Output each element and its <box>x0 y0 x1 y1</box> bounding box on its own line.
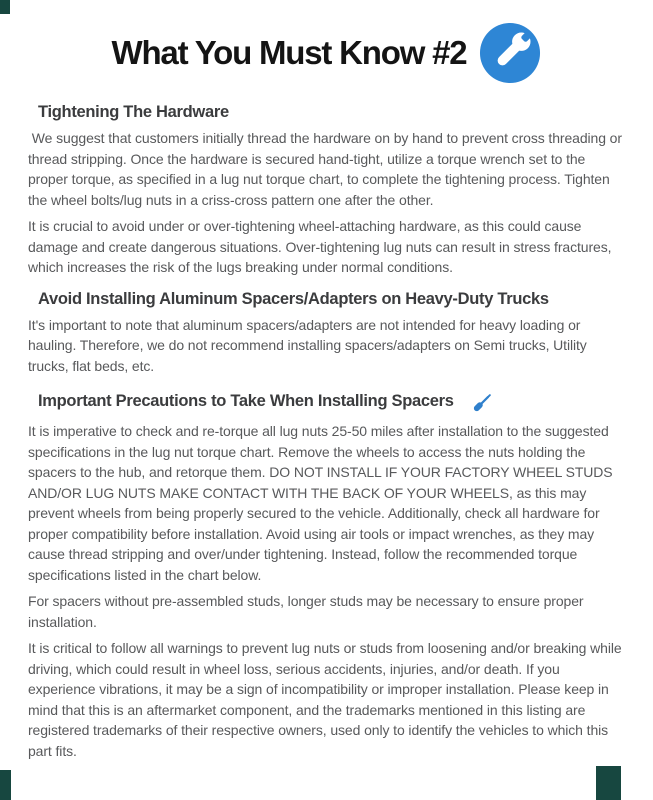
corner-mark-top-left <box>0 0 10 14</box>
section-heading: Tightening The Hardware <box>38 103 229 121</box>
corner-mark-bottom-right <box>596 766 621 800</box>
paragraph: It's important to note that aluminum spacers/adapters are not intended for heavy loading or hauling. Therefore, we do not recommend installing spacers/adapters on Semi trucks, Utility trucks, flat beds, etc. <box>28 316 591 374</box>
section-tightening-hardware <box>28 103 627 278</box>
paragraph: It is imperative to check and re-torque all lug nuts 25-50 miles after installation to the suggested specifications in the lug nut torque chart. Remove the wheels to access the nuts holding the spacers to the hub, and retorque them. DO NOT INSTALL IF YOUR FACTORY WHEEL STUDS AND/OR LUG NUTS MAKE CONTACT WITH THE BACK OF YOUR WHEELS, as this may prevent wheels from being properly secured to the vehicle. Additionally, check all hardware for proper compatibility before installation. Avoid using air tools or impact wrenches, as they may cause thread stripping and over/under tightening. Instead, follow the recommended torque specifications listed in the chart below. <box>28 423 616 583</box>
page-title: What You Must Know #2 <box>111 34 467 71</box>
section-heading-row <box>38 103 627 122</box>
document-body <box>0 103 653 761</box>
wrench-icon <box>479 22 541 84</box>
screwdriver-icon <box>469 389 496 416</box>
section-heading: Important Precautions to Take When Installing Spacers <box>38 392 454 410</box>
page-header <box>0 0 653 88</box>
section-heading-row <box>38 290 627 309</box>
paragraph: For spacers without pre-assembled studs, longer studs may be necessary to ensure proper installation. <box>28 593 588 630</box>
paragraph: It is crucial to avoid under or over-tightening wheel-attaching hardware, as this could cause damage and create dangerous situations. Over-tightening lug nuts can result in stress fractures, which increases the risk of the lugs breaking under normal conditions. <box>28 218 616 275</box>
section-heading-row <box>38 388 627 415</box>
section-important-precautions <box>28 388 627 761</box>
section-heading: Avoid Installing Aluminum Spacers/Adapters on Heavy-Duty Trucks <box>38 289 549 308</box>
section-aluminum-spacers <box>28 290 627 377</box>
paragraph: We suggest that customers initially thread the hardware on by hand to prevent cross threading or thread stripping. Once the hardware is secured hand-tight, utilize a torque wrench set to the proper torque, as specified in a lug nut torque chart, to complete the tightening process. Tighten the wheel bolts/lug nuts in a criss-cross pattern one after the other. <box>28 130 626 208</box>
paragraph: It is critical to follow all warnings to prevent lug nuts or studs from loosening and/or breaking while driving, which could result in wheel loss, serious accidents, injuries, and/or death. If you experience vibrations, it may be a sign of incompatibility or improper installation. Please keep in mind that this is an aftermarket component, and the trademarks mentioned in this listing are registered trademarks of their respective owners, used only to identify the vehicles to which this part fits. <box>28 640 626 759</box>
corner-mark-bottom-left <box>0 770 11 800</box>
